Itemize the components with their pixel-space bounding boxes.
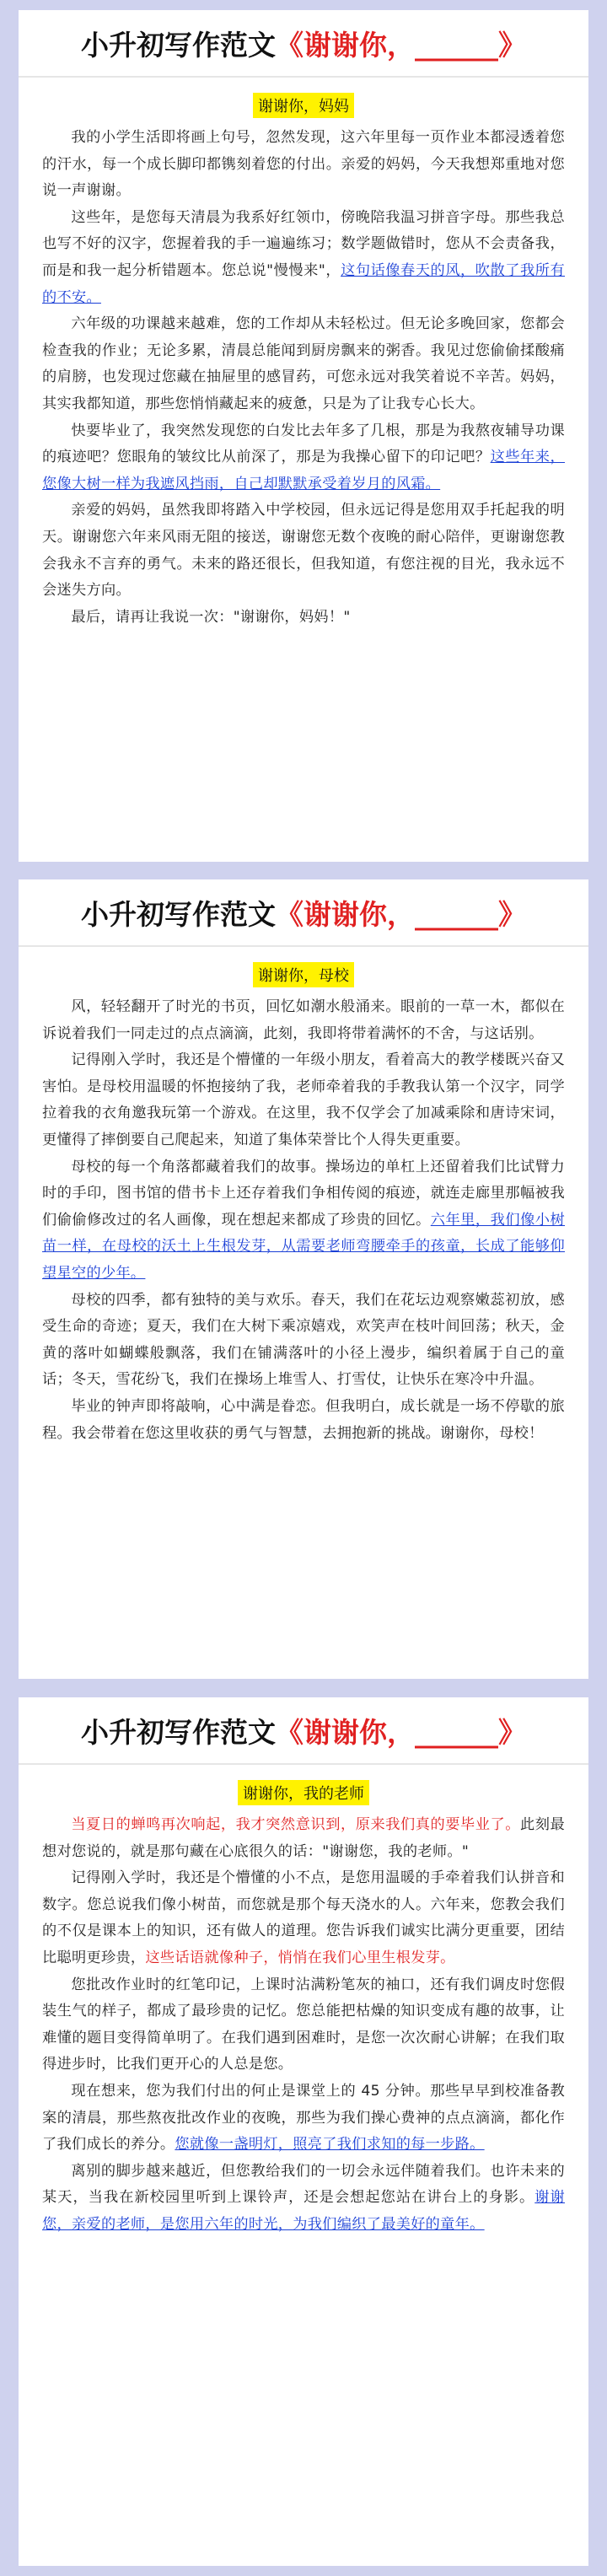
essay-paragraph (42, 1972, 565, 2079)
paragraph-text: 现在想来，您为我们付出的何止是课堂上的 45 分钟。那些早早到校准备教案的清晨，那些熬夜批改作业的夜晚，那些为我们操心费神的点点滴滴，都化作了我们成长的养分。 (42, 2082, 565, 2154)
essay-paragraph (42, 497, 565, 604)
essay-body (42, 1812, 565, 2239)
paragraph-text: 亲爱的妈妈，虽然我即将踏入中学校园，但永远记得是您用双手托起我的明天。谢谢您六年来风雨无阻的接送，谢谢您无数个夜晚的耐心陪伴，更谢谢您教会我永不言弃的勇气。未来的路还很长，但我知道，有您注视的目光，我永远不会迷失方向。 (42, 502, 565, 600)
paragraph-text: 最后，请再让我说一次："谢谢你，妈妈！" (71, 608, 351, 626)
paragraph-text: 离别的脚步越来越近，但您教给我们的一切会永远伴随着我们。也许未来的某天，当我在新校园里听到上课铃声，还是会想起您站在讲台上的身影。 (42, 2162, 565, 2207)
highlighted-sentence: 这些年来，您像大树一样为我遮风挡雨，自己却默默承受着岁月的风霜。 (42, 449, 565, 492)
essay-subtitle: 谢谢你，妈妈 (253, 93, 354, 118)
paragraph-text: 这些年，是您每天清晨为我系好红领巾，傍晚陪我温习拼音字母。那些我总也写不好的汉字，您握着我的手一遍遍练习；数学题做错时，您从不会责备我，而是和我一起分析错题本。您总说"慢慢来"， (42, 208, 565, 279)
paragraph-text: 母校的每一个角落都藏着我们的故事。操场边的单杠上还留着我们比试臂力时的手印，图书馆的借书卡上还存着我们争相传阅的痕迹，就连走廊里那幅被我们偷偷修改过的名人画像，现在想起来都成了珍贵的回忆。 (42, 1158, 565, 1229)
card-title-row (19, 10, 588, 78)
title-highlight: 《谢谢你，______》 (276, 28, 526, 62)
essay-body (42, 994, 565, 1447)
paragraph-text: 此刻最想对您说的，就是那句藏在心底很久的话："谢谢您，我的老师。" (42, 1816, 565, 1860)
title-prefix: 小升初写作范文 (81, 897, 276, 931)
highlighted-sentence: 这句话像春天的风，吹散了我所有的不安。 (42, 261, 565, 306)
essay-body (42, 125, 565, 631)
essay-paragraph (42, 125, 565, 205)
card-title (81, 24, 526, 63)
essay-card-teacher (19, 1697, 588, 2566)
title-highlight: 《谢谢你，______》 (276, 897, 526, 931)
essay-paragraph (42, 418, 565, 498)
title-highlight: 《谢谢你，______》 (276, 1715, 526, 1749)
essay-paragraph (42, 205, 565, 311)
card-title (81, 893, 526, 933)
essay-paragraph (42, 605, 565, 632)
essay-paragraph (42, 994, 565, 1047)
emphasized-sentence: 这些话语就像种子，悄悄在我们心里生根发芽。 (145, 1949, 455, 1966)
essay-card-school (19, 879, 588, 1679)
title-prefix: 小升初写作范文 (81, 1715, 276, 1749)
highlighted-sentence: 谢谢您，亲爱的老师，是您用六年的时光，为我们编织了最美好的童年。 (42, 2189, 565, 2233)
essay-paragraph (42, 1154, 565, 1288)
essay-paragraph (42, 1047, 565, 1154)
essay-paragraph (42, 2079, 565, 2159)
paragraph-text: 母校的四季，都有独特的美与欢乐。春天，我们在花坛边观察嫩蕊初放，感受生命的奇迹；夏天，我们在大树下乘凉嬉戏，欢笑声在枝叶间回荡；秋天，金黄的落叶如蝴蝶般飘落，我们在铺满落叶的小径上漫步，编织着属于自己的童话；冬天，雪花纷飞，我们在操场上堆雪人、打雪仗，让快乐在寒冷中升温。 (42, 1291, 565, 1389)
essay-card-mother (19, 10, 588, 862)
emphasized-sentence: 当夏日的蝉鸣再次响起，我才突然意识到，原来我们真的要毕业了。 (71, 1816, 520, 1833)
highlighted-sentence: 六年里，我们像小树苗一样，在母校的沃土上生根发芽，从需要老师弯腰牵手的孩童，长成了能够仰望星空的少年。 (42, 1211, 566, 1282)
paragraph-text: 风，轻轻翻开了时光的书页，回忆如潮水般涌来。眼前的一草一木，都似在诉说着我们一同走过的点点滴滴，此刻，我即将带着满怀的不舍，与这话别。 (42, 998, 565, 1042)
card-title (81, 1711, 526, 1750)
essay-paragraph (42, 2159, 565, 2239)
paragraph-text: 记得刚入学时，我还是个懵懂的小不点，是您用温暖的手牵着我们认拼音和数字。您总说我们像小树苗，而您就是那个每天浇水的人。六年来，您教会我们的不仅是课本上的知识，还有做人的道理。您告诉我们诚实比满分更重要，团结比聪明更珍贵， (42, 1869, 565, 1966)
essay-paragraph (42, 1394, 565, 1447)
essay-paragraph (42, 311, 565, 417)
title-prefix: 小升初写作范文 (81, 28, 276, 62)
paragraph-text: 我的小学生活即将画上句号，忽然发现，这六年里每一页作业本都浸透着您的汗水，每一个成长脚印都镌刻着您的付出。亲爱的妈妈，今天我想郑重地对您说一声谢谢。 (42, 129, 565, 200)
highlighted-sentence: 您就像一盏明灯，照亮了我们求知的每一步路。 (175, 2136, 485, 2154)
essay-paragraph (42, 1288, 565, 1394)
paragraph-text: 您批改作业时的红笔印记，上课时沾满粉笔灰的袖口，还有我们调皮时您假装生气的样子，都成了最珍贵的记忆。您总能把枯燥的知识变成有趣的故事，让难懂的题目变得简单明了。在我们遇到困难时，是您一次次耐心讲解；在我们取得进步时，比我们更开心的人总是您。 (42, 1976, 565, 2073)
card-title-row (19, 879, 588, 947)
essay-paragraph (42, 1812, 565, 1865)
paragraph-text: 毕业的钟声即将敲响，心中满是眷恋。但我明白，成长就是一场不停歇的旅程。我会带着在您这里收获的勇气与智慧，去拥抱新的挑战。谢谢你，母校！ (42, 1397, 565, 1442)
essay-paragraph (42, 1865, 565, 1971)
essay-subtitle: 谢谢你，母校 (253, 962, 354, 987)
essay-subtitle: 谢谢你，我的老师 (238, 1780, 369, 1805)
card-title-row (19, 1697, 588, 1765)
paragraph-text: 六年级的功课越来越难，您的工作却从未轻松过。但无论多晚回家，您都会检查我的作业；无论多累，清晨总能闻到厨房飘来的粥香。我见过您偷偷揉酸痛的肩膀，也发现过您藏在抽屉里的感冒药，可您永远对我笑着说不辛苦。妈妈，其实我都知道，那些您悄悄藏起来的疲惫，只是为了让我专心长大。 (42, 315, 565, 412)
paragraph-text: 快要毕业了，我突然发现您的白发比去年多了几根，那是为我熬夜辅导功课的痕迹吧？您眼角的皱纹比从前深了，那是为我操心留下的印记吧？ (42, 422, 565, 466)
paragraph-text: 记得刚入学时，我还是个懵懂的一年级小朋友，看着高大的教学楼既兴奋又害怕。是母校用温暖的怀抱接纳了我，老师牵着我的手教我认第一个汉字，同学拉着我的衣角邀我玩第一个游戏。在这里，我不仅学会了加减乘除和唐诗宋词，更懂得了摔倒要自己爬起来，知道了集体荣誉比个人得失更重要。 (42, 1051, 565, 1148)
